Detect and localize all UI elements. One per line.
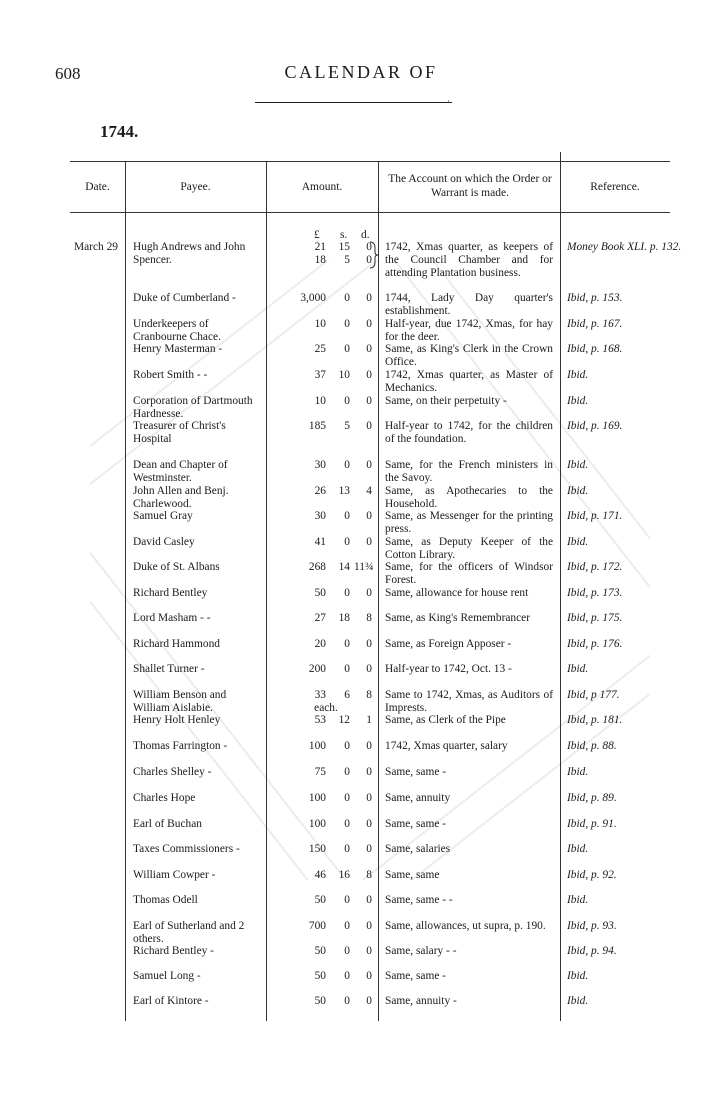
row-payee: Dean and Chapter of Westminster. xyxy=(133,459,228,484)
row-reference: Ibid. xyxy=(567,766,589,778)
row-shillings: 18 xyxy=(338,612,350,624)
row-pence: 0 xyxy=(366,241,372,253)
row-pence: 0 xyxy=(366,843,372,855)
row-shillings: 14 xyxy=(338,561,350,573)
row-pence: 0 xyxy=(366,894,372,906)
row-reference: Ibid, p. 181. xyxy=(567,714,623,726)
row-payee: Hugh Andrews and John Spencer. xyxy=(133,241,246,266)
row-payee: Richard Bentley - xyxy=(133,945,214,957)
row-payee: Robert Smith - - xyxy=(133,369,208,381)
row-pounds: 100 xyxy=(308,792,326,804)
row-amount-note: each. xyxy=(314,701,338,714)
row-reference: Ibid, p. 173. xyxy=(567,587,623,599)
row-account: Same, same xyxy=(385,869,440,881)
col-rule-2 xyxy=(266,161,267,1021)
row-account: Half-year to 1742, for the children of the foundation. xyxy=(385,420,553,445)
row-pounds: 37 xyxy=(314,369,326,381)
row-pence: 8 xyxy=(366,689,372,701)
row-pence: 11¾ xyxy=(354,561,374,573)
row-account: 1742, Xmas quarter, salary xyxy=(385,740,508,752)
row-reference: Ibid, p. 88. xyxy=(567,740,617,752)
row-account: Same, salaries xyxy=(385,843,451,855)
row-account: Same, as King's Clerk in the Crown Office. xyxy=(385,343,553,368)
row-account: Same, as Deputy Keeper of the Cotton Library. xyxy=(385,536,553,561)
row-payee: Earl of Kintore - xyxy=(133,995,209,1007)
row-reference: Ibid, p. 172. xyxy=(567,561,623,573)
row-pounds: 50 xyxy=(314,894,326,906)
row-payee: David Casley xyxy=(133,536,195,548)
row-shillings: 0 xyxy=(344,318,350,330)
row-reference: Ibid, p. 168. xyxy=(567,343,623,355)
row-account: Half-year, due 1742, Xmas, for hay for the deer. xyxy=(385,318,553,343)
row-payee: William Cowper - xyxy=(133,869,216,881)
row-account: Same, same - - xyxy=(385,894,453,906)
row-pounds: 75 xyxy=(314,766,326,778)
row-pounds: 20 xyxy=(314,638,326,650)
row-pounds: 25 xyxy=(314,343,326,355)
row-payee: Richard Bentley xyxy=(133,587,208,599)
row-account: 1744, Lady Day quarter's establishment. xyxy=(385,292,553,317)
row-pounds: 50 xyxy=(314,587,326,599)
row-reference: Ibid, p. 169. xyxy=(567,420,623,432)
row-payee: Underkeepers of Cranbourne Chace. xyxy=(133,318,221,343)
row-pounds: 21 xyxy=(314,241,326,253)
row-pence: 0 xyxy=(366,970,372,982)
row-pounds: 46 xyxy=(314,869,326,881)
row-pounds: 268 xyxy=(308,561,326,573)
row-shillings: 0 xyxy=(344,970,350,982)
row-payee: Duke of St. Albans xyxy=(133,561,220,573)
row-pence: 0 xyxy=(366,292,372,304)
row-pence: 0 xyxy=(366,663,372,675)
row-shillings: 0 xyxy=(344,920,350,932)
row-account: Same, as Messenger for the printing press. xyxy=(385,510,553,535)
row-pounds: 185 xyxy=(308,420,326,432)
col-rule-1 xyxy=(125,161,126,1021)
row-payee: Samuel Gray xyxy=(133,510,193,522)
row-pounds: 50 xyxy=(314,970,326,982)
col-rule-3 xyxy=(378,161,379,1021)
row-reference: Ibid, p. 89. xyxy=(567,792,617,804)
row-pounds: 150 xyxy=(308,843,326,855)
row-account: Same, annuity xyxy=(385,792,451,804)
row-account: Same, same - xyxy=(385,970,447,982)
row-pounds: 18 xyxy=(314,253,326,266)
row-account: Same, as Clerk of the Pipe xyxy=(385,714,506,726)
row-pence: 0 xyxy=(366,920,372,932)
row-reference: Ibid, p. 91. xyxy=(567,818,617,830)
shillings-symbol: s. xyxy=(340,229,348,241)
row-reference: Ibid. xyxy=(567,459,589,471)
col-head-payee: Payee. xyxy=(180,181,211,193)
row-pence: 1 xyxy=(366,714,372,726)
row-payee: Lord Masham - - xyxy=(133,612,211,624)
row-payee: Duke of Cumberland - xyxy=(133,292,236,304)
col-head-account: The Account on which the Order or Warrant is made. xyxy=(388,173,552,199)
row-pence: 0 xyxy=(366,510,372,522)
row-shillings: 15 xyxy=(338,241,350,253)
row-pence: 0 xyxy=(366,343,372,355)
row-shillings: 0 xyxy=(344,792,350,804)
row-account: Same, annuity - xyxy=(385,995,457,1007)
row-shillings: 0 xyxy=(344,663,350,675)
row-pence: 0 xyxy=(366,995,372,1007)
row-pence: 0 xyxy=(366,638,372,650)
row-pence: 0 xyxy=(366,459,372,471)
row-pence: 0 xyxy=(366,945,372,957)
row-payee: Shallet Turner - xyxy=(133,663,205,675)
row-pounds: 41 xyxy=(314,536,326,548)
row-shillings: 13 xyxy=(338,485,350,497)
row-payee: Charles Shelley - xyxy=(133,766,212,778)
row-reference: Ibid, p. 175. xyxy=(567,612,623,624)
row-pounds: 10 xyxy=(314,395,326,407)
row-pounds: 200 xyxy=(308,663,326,675)
row-payee: William Benson and William Aislabie. xyxy=(133,689,227,714)
row-pence: 0 xyxy=(366,318,372,330)
row-payee: John Allen and Benj. Charlewood. xyxy=(133,485,229,510)
row-payee: Samuel Long - xyxy=(133,970,201,982)
row-reference: Ibid, p. 167. xyxy=(567,318,623,330)
row-account: Same, same - xyxy=(385,818,447,830)
row-account: 1742, Xmas quarter, as Master of Mechanics. xyxy=(385,369,553,394)
row-pounds: 50 xyxy=(314,995,326,1007)
row-reference: Ibid. xyxy=(567,843,589,855)
row-shillings: 0 xyxy=(344,587,350,599)
row-shillings: 5 xyxy=(344,420,350,432)
row-shillings: 0 xyxy=(344,843,350,855)
row-pence: 8 xyxy=(366,612,372,624)
row-account: Same to 1742, Xmas, as Auditors of Imprests. xyxy=(385,689,553,714)
pence-symbol: d. xyxy=(361,229,370,241)
row-account: Half-year to 1742, Oct. 13 - xyxy=(385,663,512,675)
row-account: Same, on their perpetuity - xyxy=(385,395,507,407)
row-pence: 8 xyxy=(366,869,372,881)
year-heading: 1744. xyxy=(100,122,139,141)
row-shillings: 0 xyxy=(344,536,350,548)
row-shillings: 0 xyxy=(344,766,350,778)
row-pence: 0 xyxy=(366,740,372,752)
row-shillings: 0 xyxy=(344,292,350,304)
row-payee: Taxes Commissioners - xyxy=(133,843,240,855)
table-top-rule xyxy=(70,161,670,162)
row-payee: Earl of Buchan xyxy=(133,818,202,830)
row-reference: Ibid, p. 92. xyxy=(567,869,617,881)
running-title: CALENDAR OF xyxy=(284,62,438,82)
row-pounds: 33 xyxy=(314,689,326,701)
row-account: 1742, Xmas quarter, as keepers of the Council Chamber and for attending Plantation business. xyxy=(385,241,553,279)
row-pence: 0 xyxy=(366,536,372,548)
col-head-reference: Reference. xyxy=(590,181,640,193)
title-dot: · xyxy=(447,96,450,106)
row-payee: Thomas Odell xyxy=(133,894,198,906)
row-pounds: 26 xyxy=(314,485,326,497)
row-pence: 4 xyxy=(366,485,372,497)
row-account: Same, as Apothecaries to the Household. xyxy=(385,485,553,510)
row-account: Same, as Foreign Apposer - xyxy=(385,638,512,650)
row-pence: 0 xyxy=(366,587,372,599)
row-date: March 29 xyxy=(74,241,118,253)
row-shillings: 5 xyxy=(344,253,350,266)
title-rule xyxy=(255,102,452,103)
row-shillings: 0 xyxy=(344,818,350,830)
row-payee: Henry Masterman - xyxy=(133,343,223,355)
row-pence: 0 xyxy=(366,792,372,804)
row-reference: Ibid, p. 94. xyxy=(567,945,617,957)
row-pounds: 3,000 xyxy=(300,292,326,304)
row-payee: Richard Hammond xyxy=(133,638,220,650)
row-pounds: 30 xyxy=(314,459,326,471)
row-pence: 0 xyxy=(366,395,372,407)
row-reference: Ibid, p. 93. xyxy=(567,920,617,932)
row-shillings: 0 xyxy=(344,510,350,522)
row-pence: 0 xyxy=(366,420,372,432)
row-account: Same, salary - - xyxy=(385,945,457,957)
row-shillings: 0 xyxy=(344,945,350,957)
row-payee: Corporation of Dartmouth Hardnesse. xyxy=(133,395,253,420)
row-pence: 0 xyxy=(366,766,372,778)
row-shillings: 0 xyxy=(344,894,350,906)
row-pounds: 50 xyxy=(314,945,326,957)
pounds-symbol: £ xyxy=(314,229,320,241)
row-account: Same, same - xyxy=(385,766,447,778)
row-pounds: 700 xyxy=(308,920,326,932)
row-pounds: 30 xyxy=(314,510,326,522)
row-shillings: 0 xyxy=(344,740,350,752)
row-pence: 0 xyxy=(366,818,372,830)
row-pounds: 100 xyxy=(308,740,326,752)
col-rule-4 xyxy=(560,152,561,1021)
row-pounds: 27 xyxy=(314,612,326,624)
row-shillings: 12 xyxy=(338,714,350,726)
row-reference: Ibid, p 177. xyxy=(567,689,620,701)
table-header-rule xyxy=(70,212,670,213)
row-reference: Ibid, p. 171. xyxy=(567,510,623,522)
row-reference: Ibid, p. 153. xyxy=(567,292,623,304)
row-payee: Thomas Farrington - xyxy=(133,740,228,752)
row-reference: Ibid. xyxy=(567,536,589,548)
row-shillings: 6 xyxy=(344,689,350,701)
col-head-amount: Amount. xyxy=(301,181,343,193)
row-pence: 0 xyxy=(366,253,372,266)
row-reference: Ibid. xyxy=(567,995,589,1007)
row-account: Same, for the officers of Windsor Forest. xyxy=(385,561,553,586)
row-pounds: 10 xyxy=(314,318,326,330)
row-account: Same, as King's Remembrancer xyxy=(385,612,531,624)
row-payee: Treasurer of Christ's Hospital xyxy=(133,420,226,445)
row-shillings: 16 xyxy=(338,869,350,881)
row-account: Same, for the French ministers in the Savoy. xyxy=(385,459,553,484)
row-shillings: 0 xyxy=(344,395,350,407)
row-pence: 0 xyxy=(366,369,372,381)
row-reference: Ibid. xyxy=(567,395,589,407)
col-head-date: Date. xyxy=(85,181,110,193)
row-reference: Money Book XLI. p. 132. xyxy=(567,241,682,253)
row-reference: Ibid. xyxy=(567,970,589,982)
row-reference: Ibid. xyxy=(567,485,589,497)
row-reference: Ibid. xyxy=(567,663,589,675)
page-number: 608 xyxy=(55,64,81,83)
row-shillings: 0 xyxy=(344,638,350,650)
row-reference: Ibid. xyxy=(567,894,589,906)
row-pounds: 53 xyxy=(314,714,326,726)
row-reference: Ibid, p. 176. xyxy=(567,638,623,650)
row-reference: Ibid. xyxy=(567,369,589,381)
row-pounds: 100 xyxy=(308,818,326,830)
row-shillings: 0 xyxy=(344,995,350,1007)
row-payee: Charles Hope xyxy=(133,792,196,804)
row-payee: Henry Holt Henley xyxy=(133,714,221,726)
row-payee: Earl of Sutherland and 2 others. xyxy=(133,920,245,945)
row-account: Same, allowances, ut supra, p. 190. xyxy=(385,920,546,932)
row-shillings: 0 xyxy=(344,343,350,355)
row-shillings: 10 xyxy=(338,369,350,381)
row-account: Same, allowance for house rent xyxy=(385,587,529,599)
row-shillings: 0 xyxy=(344,459,350,471)
